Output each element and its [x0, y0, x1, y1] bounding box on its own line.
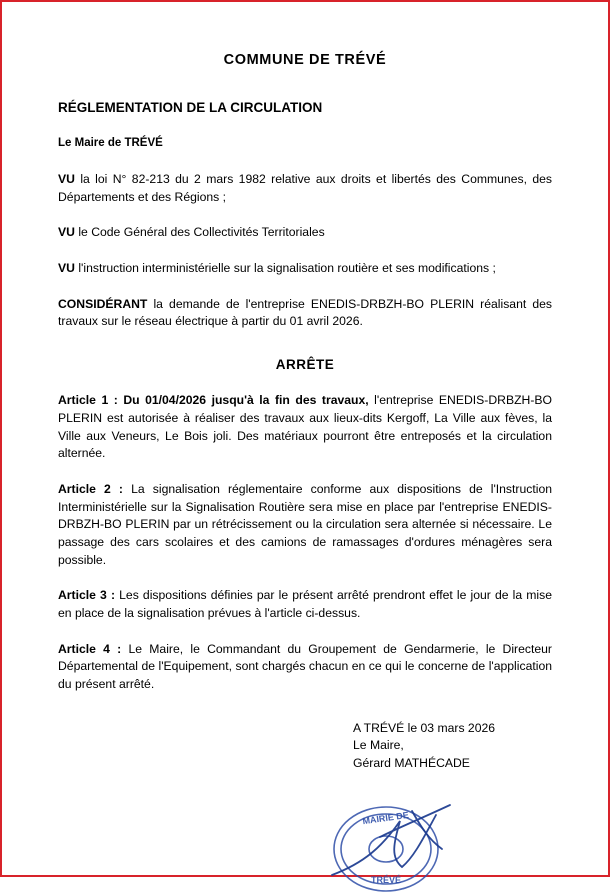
signature-block — [353, 720, 552, 773]
document-body — [58, 52, 552, 773]
signature-role: Le Maire, — [353, 738, 404, 753]
article-text: l'entreprise ENEDIS-DRBZH-BO PLERIN est autorisée à réaliser des travaux aux lieux-dits Kergoff, La Ville aux fèves, la Ville aux Veneurs, Le Bois joli. Des matériaux pourront être entreposés et la circulation alternée. — [58, 393, 552, 461]
article-text: Les dispositions définies par le présent arrêté prendront effet le jour de la mise en place de la signalisation prévues à l'article ci-dessus. — [58, 588, 552, 620]
considerant-text: l'instruction interministérielle sur la signalisation routière et ses modifications ; — [74, 261, 496, 276]
article-text: La signalisation réglementaire conforme aux dispositions de l'Instruction Interministérielle sur la Signalisation Routière sera mise en place par l'entreprise ENEDIS-DRBZH-BO PLERIN par un rétrécissement ou la circulation sera alternée si nécessaire. Le passage des cars scolaires et des camions de ramassages d'ordures ménagères sera possible. — [58, 481, 552, 567]
article-lead: Article 1 : Du 01/04/2026 jusqu'à la fin des travaux, — [58, 393, 369, 408]
article-1 — [58, 392, 552, 463]
considerant-lead: VU — [58, 172, 75, 186]
considerant-lead: VU — [58, 261, 75, 276]
signature-name: Gérard MATHÉCADE — [353, 756, 470, 771]
article-lead: Article 2 : — [58, 481, 123, 496]
signature-place-date: A TRÉVÉ le 03 mars 2026 — [353, 720, 496, 735]
considerant-lead: CONSIDÉRANT — [58, 296, 148, 311]
considerant-paragraph — [58, 171, 552, 206]
mayor-line: Le Maire de TRÉVÉ — [58, 137, 163, 149]
considerant-paragraph — [58, 260, 552, 278]
article-4 — [58, 641, 552, 694]
article-text: Le Maire, le Commandant du Groupement de Gendarmerie, le Directeur Départemental de l'Equipement, sont chargés chacun en ce qui le concerne de l'application du présent arrêté. — [58, 641, 552, 692]
article-3 — [58, 587, 552, 622]
page-title: COMMUNE DE TRÉVÉ — [223, 52, 387, 68]
document-subtitle: RÉGLEMENTATION DE LA CIRCULATION — [58, 100, 323, 115]
decision-heading: ARRÊTE — [275, 357, 335, 373]
stamp-top-text: MAIRIE DE — [361, 809, 410, 827]
official-stamp — [324, 797, 474, 893]
considerant-text: la demande de l'entreprise ENEDIS-DRBZH-BO PLERIN réalisant des travaux sur le réseau électrique à partir du 01 avril 2026. — [58, 296, 552, 329]
considerant-paragraph — [58, 296, 552, 331]
considerant-lead: VU — [58, 225, 75, 240]
considerant-text: la loi N° 82-213 du 2 mars 1982 relative aux droits et libertés des Communes, des Départements et des Régions ; — [58, 172, 552, 204]
article-lead: Article 3 : — [58, 588, 116, 603]
stamp-bottom-text: TRÉVÉ — [370, 875, 402, 885]
considerant-paragraph — [58, 224, 552, 242]
article-2 — [58, 481, 552, 569]
considerant-text: le Code Général des Collectivités Territoriales — [74, 225, 325, 240]
article-lead: Article 4 : — [58, 641, 122, 656]
